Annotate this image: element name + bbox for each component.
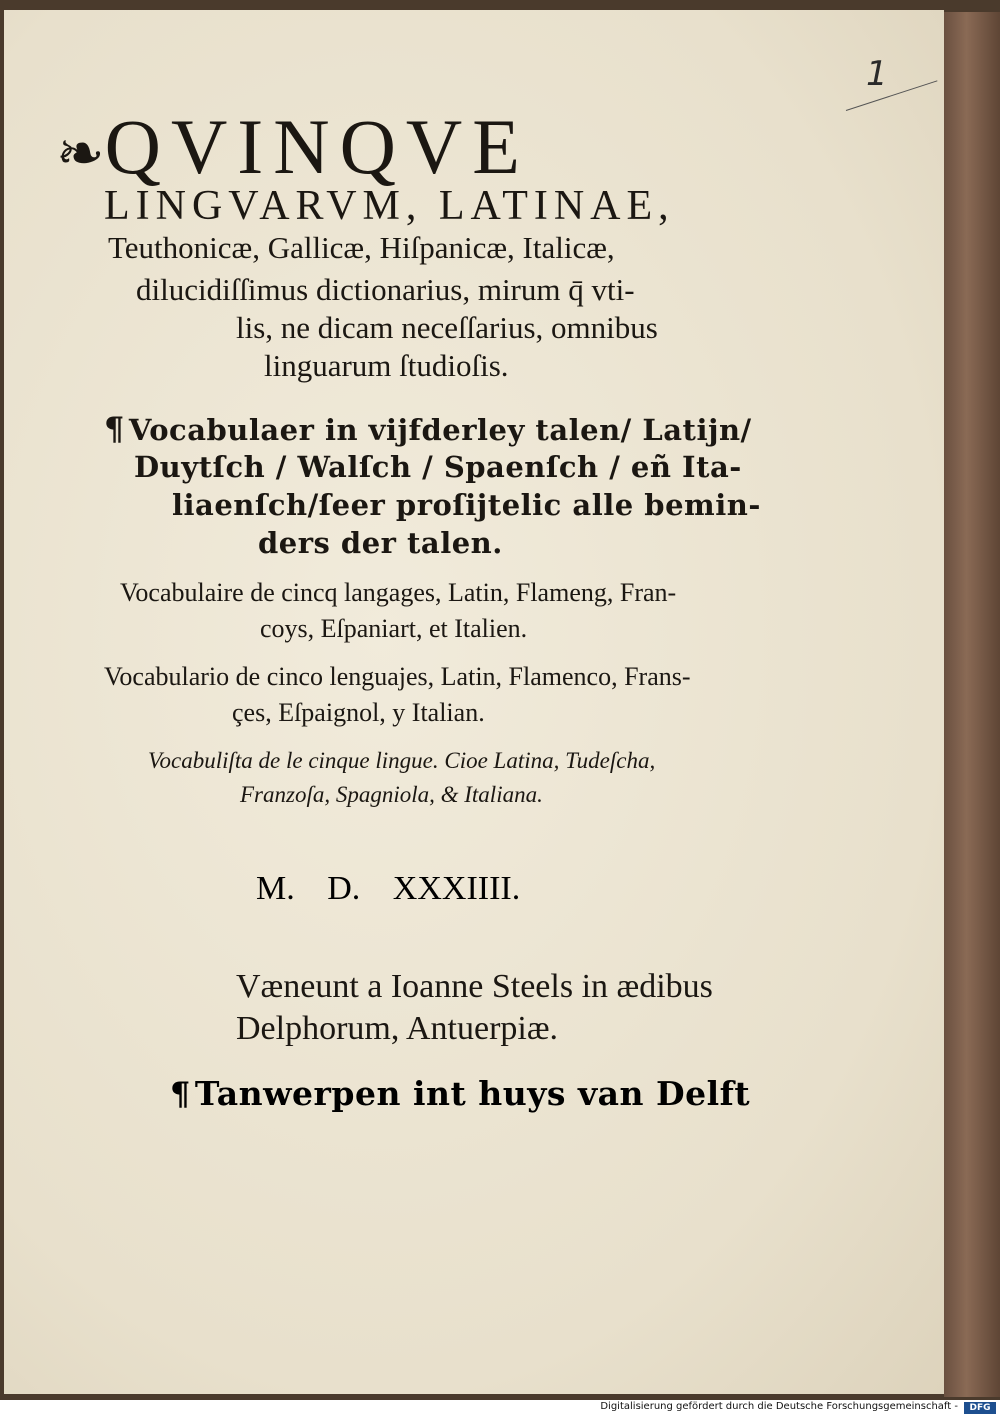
flemish-line-2: Duytſch / Walſch / Spaenſch / eñ Ita- — [134, 450, 742, 484]
title-line-2: LINGVARVM, LATINAE, — [104, 183, 675, 229]
title-line-1: ❧QVINQVE — [56, 103, 530, 190]
fleuron-icon: ❧ — [56, 119, 105, 187]
spanish-line-1: Vocabulario de cinco lenguajes, Latin, Flamenco, Frans- — [104, 662, 691, 691]
french-line-2: coys, Eſpaniart, et Italien. — [260, 614, 528, 643]
spanish-line-2: çes, Eſpaignol, y Italian. — [232, 698, 485, 727]
footer-bar — [0, 1400, 1000, 1417]
italian-line-1: Vocabuliſta de le cinque lingue. Cioe Latina, Tudeſcha, — [148, 748, 656, 773]
title-line-5: lis, ne dicam neceſſarius, omnibus — [236, 310, 658, 345]
imprint-line-2: Delphorum, Antuerpiæ. — [236, 1010, 559, 1047]
imprint-line-1: Væneunt a Ioanne Steels in ædibus — [236, 968, 713, 1005]
french-line-1: Vocabulaire de cincq langages, Latin, Flameng, Fran- — [120, 578, 677, 607]
title-page — [4, 10, 944, 1394]
flemish-line-3: liaenſch/ſeer proſijtelic alle bemin- — [172, 488, 761, 522]
flemish-line-1: ¶ Vocabulaer in vijfderley talen/ Latijn/ — [104, 410, 752, 448]
title-line-3: Teuthonicæ, Gallicæ, Hiſpanicæ, Italicæ, — [108, 230, 615, 265]
italian-line-2: Franzoſa, Spagniola, & Italiana. — [240, 782, 543, 807]
pencil-mark — [846, 80, 938, 111]
colophon: ¶ Tanwerpen int huys van Delft — [170, 1074, 751, 1113]
title-line-4: dilucidiſſimus dictionarius, mirum q̄ vti- — [136, 272, 635, 307]
folio-number: 1 — [866, 54, 888, 94]
book-fore-edge — [944, 12, 1000, 1397]
title-line-6: linguarum ſtudioſis. — [264, 348, 509, 383]
dfg-logo: DFG — [964, 1402, 996, 1414]
publication-date: M. D. XXXIIII. — [256, 870, 521, 907]
pilcrow-icon: ¶ — [104, 410, 125, 448]
flemish-line-4: ders der talen. — [258, 526, 503, 560]
funding-notice: Digitalisierung gefördert durch die Deutsche Forschungsgemeinschaft - — [600, 1401, 958, 1412]
pilcrow-icon: ¶ — [170, 1075, 191, 1113]
